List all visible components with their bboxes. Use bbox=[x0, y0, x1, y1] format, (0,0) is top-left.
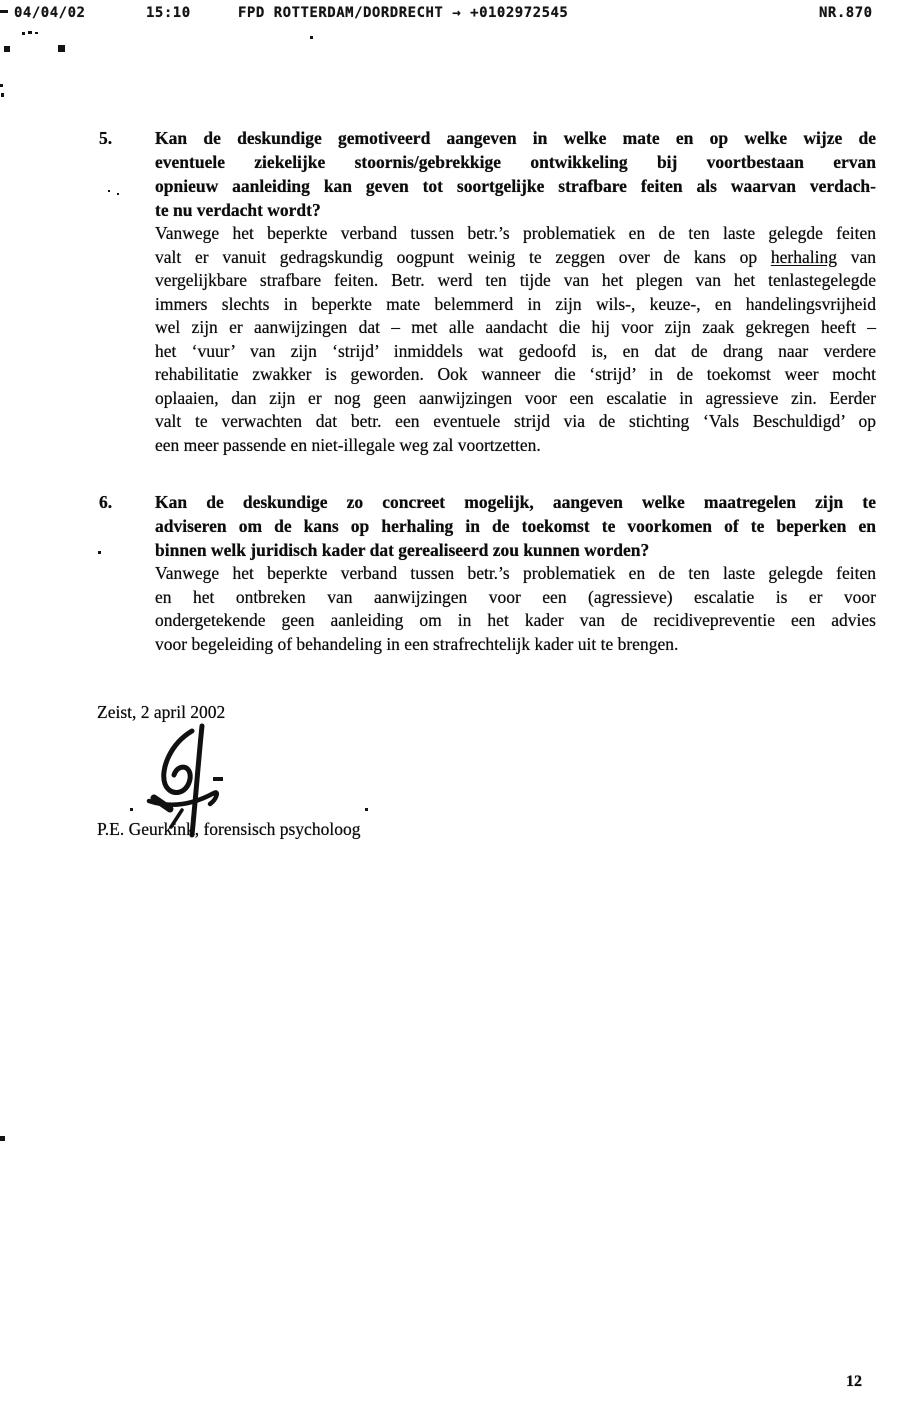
question-body-line: Vanwege het beperkte verband tussen betr.’s problematiek en de ten laste gelegde feiten bbox=[155, 223, 876, 243]
scan-speck bbox=[28, 31, 32, 34]
scan-speck bbox=[213, 777, 223, 781]
question-body-line: oplaaien, dan zijn er nog geen aanwijzingen voor een escalatie in agressieve zin. Eerder bbox=[155, 387, 876, 408]
fax-page-number: NR.870 bbox=[819, 5, 873, 21]
question-block bbox=[99, 126, 876, 457]
question-body-line: een meer passende en niet-illegale weg zal voortzetten. bbox=[155, 434, 541, 455]
question-body-line: voor begeleiding of behandeling in een strafrechtelijk kader uit te brengen. bbox=[155, 633, 679, 654]
question-body-line: het ‘vuur’ van zijn ‘strijd’ inmiddels wat gedoofd is, en dat de drang naar verdere bbox=[155, 340, 876, 361]
scan-speck bbox=[58, 45, 65, 52]
scan-speck bbox=[365, 808, 368, 811]
question-body-line: valt er vanuit gedragskundig oogpunt weinig te zeggen over de kans op herhaling van bbox=[155, 246, 876, 267]
fax-header bbox=[0, 5, 900, 25]
question-number: 6. bbox=[99, 492, 113, 512]
question-block bbox=[99, 490, 876, 656]
question-heading-line: binnen welk juridisch kader dat gerealiseerd zou kunnen worden? bbox=[155, 540, 650, 560]
scan-speck bbox=[35, 32, 38, 34]
scan-speck bbox=[0, 84, 3, 87]
question-heading-line: opnieuw aanleiding kan geven tot soortgelijke strafbare feiten als waarvan verdach- bbox=[155, 176, 876, 196]
scan-speck bbox=[310, 36, 313, 39]
question-body-line: ondergetekende geen aanleiding om in het kader van de recidivepreventie een advies bbox=[155, 610, 876, 630]
question-body-line: valt te verwachten dat betr. een eventuele strijd via de stichting ‘Vals Beschuldigd’ op bbox=[155, 411, 876, 431]
question-text bbox=[155, 126, 876, 457]
scan-speck bbox=[1, 93, 4, 97]
question-body-line: immers slechts in beperkte mate belemmerd in zijn wils-, keuze-, en handelingsvrijheid bbox=[155, 293, 876, 314]
scan-speck bbox=[108, 190, 110, 192]
page-number: 12 bbox=[846, 1373, 862, 1390]
scan-speck bbox=[4, 46, 10, 52]
scan-speck bbox=[0, 10, 8, 13]
questions bbox=[99, 126, 876, 689]
question-body-line: vergelijkbare strafbare feiten. Betr. werd ten tijde van het plegen van het tenlastegelegde bbox=[155, 270, 876, 290]
fax-sender: FPD ROTTERDAM/DORDRECHT → +0102972545 bbox=[238, 5, 569, 21]
scan-speck bbox=[22, 32, 25, 35]
question-heading-line: Kan de deskundige zo concreet mogelijk, aangeven welke maatregelen zijn te bbox=[155, 492, 876, 512]
signature-name: P.E. Geurkink, forensisch psycholoog bbox=[97, 819, 361, 839]
scan-speck bbox=[0, 1136, 5, 1141]
fax-date: 04/04/02 bbox=[14, 5, 86, 21]
question-heading-line: te nu verdacht wordt? bbox=[155, 200, 321, 220]
question-heading-line: adviseren om de kans op herhaling in de toekomst te voorkomen of te beperken en bbox=[155, 516, 876, 536]
fax-time: 15:10 bbox=[146, 5, 191, 21]
question-text bbox=[155, 490, 876, 656]
scan-speck bbox=[98, 551, 101, 554]
scan-speck bbox=[130, 808, 133, 811]
question-number: 5. bbox=[99, 128, 113, 148]
scan-speck bbox=[117, 193, 119, 195]
question-heading-line: Kan de deskundige gemotiveerd aangeven in welke mate en op welke wijze de bbox=[155, 128, 876, 148]
question-heading-line: eventuele ziekelijke stoornis/gebrekkige ontwikkeling bij voortbestaan ervan bbox=[155, 152, 876, 172]
question-body-line: rehabilitatie zwakker is geworden. Ook wanneer die ‘strijd’ in de toekomst weer mocht bbox=[155, 364, 876, 384]
question-body-line: Vanwege het beperkte verband tussen betr.’s problematiek en de ten laste gelegde feiten bbox=[155, 563, 876, 583]
dateline: Zeist, 2 april 2002 bbox=[97, 702, 226, 722]
question-body-line: wel zijn er aanwijzingen dat – met alle aandacht die hij voor zijn zaak gekregen heeft – bbox=[155, 317, 876, 337]
question-body-line: en het ontbreken van aanwijzingen voor een (agressieve) escalatie is er voor bbox=[155, 586, 876, 607]
